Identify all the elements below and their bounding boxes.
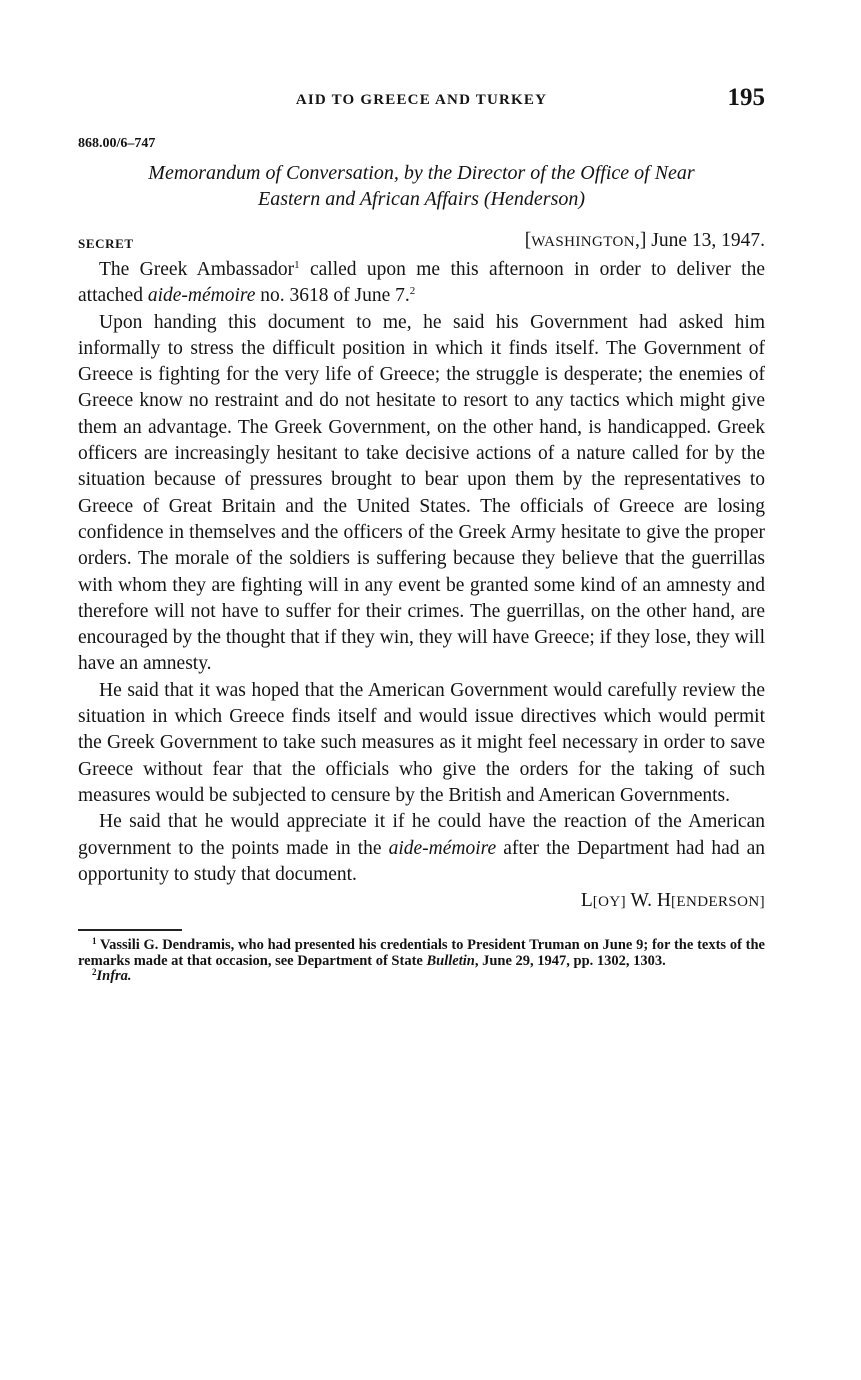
document-page bbox=[78, 84, 765, 985]
dateline-date: June 13, 1947. bbox=[646, 230, 765, 251]
document-title bbox=[78, 160, 765, 212]
dateline bbox=[525, 230, 765, 252]
document-title-line-2: Eastern and African Affairs (Henderson) bbox=[257, 188, 586, 210]
footnote-1-text-b: , June 29, 1947, pp. 1302, 1303. bbox=[474, 952, 666, 969]
document-title-line-1: Memorandum of Conversation, by the Director of the Office of Near bbox=[148, 162, 695, 184]
dateline-place: WASHINGTON bbox=[531, 234, 635, 250]
footnote-1-marker: 1 bbox=[92, 936, 97, 947]
memorandum-body bbox=[78, 257, 765, 888]
footnote-ref-1[interactable]: 1 bbox=[294, 259, 300, 271]
page-number: 195 bbox=[727, 84, 765, 111]
file-number: 868.00/6–747 bbox=[78, 136, 156, 151]
paragraph-1-text-b: called upon me this afternoon in order to deliver the attached bbox=[78, 259, 766, 307]
footnote-2-marker: 2 bbox=[92, 967, 97, 978]
paragraph-4 bbox=[78, 809, 765, 888]
signature bbox=[78, 888, 765, 915]
signature-initial-l: L bbox=[580, 890, 593, 912]
footnote-divider bbox=[78, 929, 182, 931]
signature-enderson: [ENDERSON] bbox=[671, 894, 765, 911]
dateline-row bbox=[78, 230, 765, 256]
paragraph-1-text-c: no. 3618 of June 7. bbox=[255, 285, 410, 307]
dateline-close-bracket: ,] bbox=[635, 230, 647, 251]
running-header bbox=[78, 84, 765, 114]
footnote-2 bbox=[78, 969, 765, 985]
footnote-ref-2[interactable]: 2 bbox=[409, 285, 416, 298]
paragraph-3: He said that it was hoped that the American Government would carefully review the situation in which Greece finds itself and would issue directives which would permit the Greek Government to take such measures as it might feel necessary in order to save Greece without fear that the officials who give the orders for the taking of such measures would be subjected to censure by the British and American Governments. bbox=[78, 679, 765, 806]
dateline-open-bracket: [ bbox=[524, 230, 532, 251]
footnote-1-bulletin: Bulletin bbox=[426, 952, 475, 969]
footnote-1 bbox=[78, 938, 765, 969]
classification-label: SECRET bbox=[78, 236, 134, 251]
signature-w-h: W. H bbox=[626, 890, 671, 912]
paragraph-1 bbox=[78, 257, 765, 310]
paragraph-4-text-b: after the Department had had an opportunity to study that document. bbox=[78, 837, 765, 885]
paragraph-1-aide-memoire: aide-mémoire bbox=[147, 285, 256, 307]
footnotes bbox=[78, 938, 765, 985]
paragraph-2: Upon handing this document to me, he said his Government had asked him informally to stress the difficult position in which it finds itself. The Government of Greece is fighting for the very life of Greece; the struggle is desperate; the enemies of Greece know no restraint and do not hesitate to resort to any tactics which might give them an advantage. The Greek Government, on the other hand, is handicapped. Greek officers are increasingly hesitant to take decisive actions of a nature called for by the situation because of pressures brought to bear upon them by the representatives to Greece of Great Britain and the United States. The officials of Greece are losing confidence in themselves and the officers of the Greek Army hesitate to give the proper orders. The morale of the soldiers is suffering because they believe that the guerrillas with whom they are fighting will in any event be granted some kind of an amnesty and therefore will not have to suffer for their crimes. The guerrillas, on the other hand, are encouraged by the thought that if they win, they will have Greece; if they lose, they will have an amnesty. bbox=[78, 311, 765, 675]
footnote-1-text-a: Vassili G. Dendramis, who had presented his credentials to President Truman on June 9; for the texts of the remarks made at that occasion, see Department of State bbox=[78, 937, 765, 969]
footnote-2-infra: Infra. bbox=[96, 968, 132, 985]
paragraph-4-aide-memoire: aide-mémoire bbox=[388, 837, 497, 859]
signature-oy: [OY] bbox=[592, 894, 627, 911]
running-title: AID TO GREECE AND TURKEY bbox=[295, 92, 548, 108]
paragraph-1-text-a: The Greek Ambassador bbox=[99, 259, 295, 280]
paragraph-4-text-a: He said that he would appreciate it if he could have the reaction of the American government to the points made in the bbox=[78, 811, 765, 859]
